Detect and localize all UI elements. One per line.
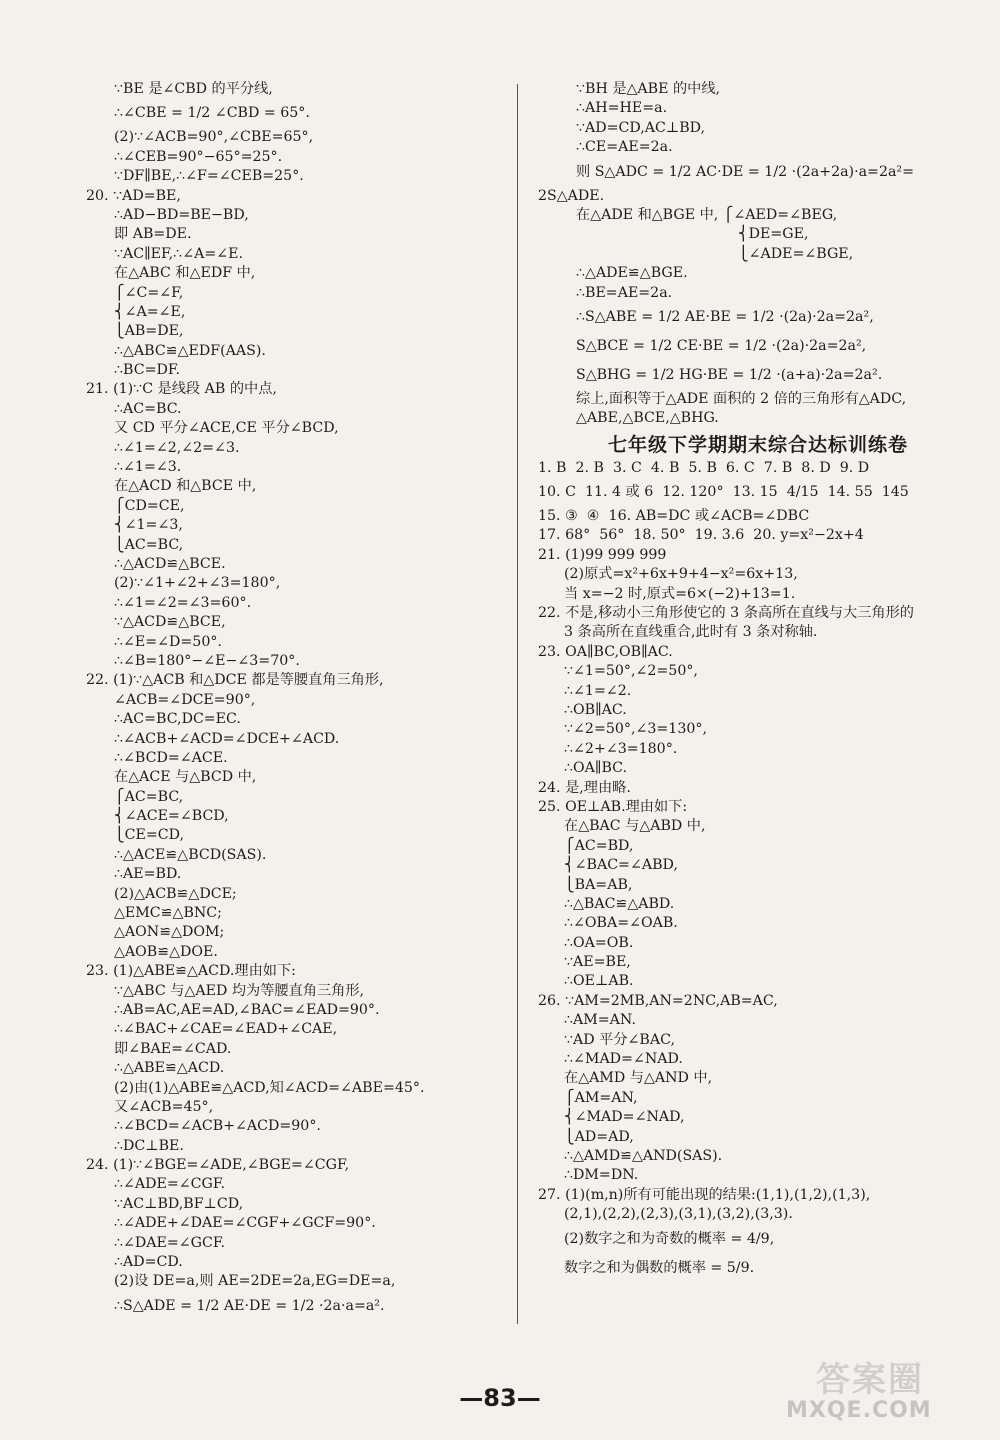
answer-line: ⎧AM=AN, (564, 1089, 638, 1106)
answer-line: 综上,面积等于△ADE 面积的 2 倍的三角形有△ADC, (576, 390, 907, 407)
watermark-logo: 答案圈 (816, 1360, 924, 1400)
answer-line: ∴∠DAE=∠GCF. (114, 1234, 225, 1251)
answer-line: ∴∠ADE+∠DAE=∠CGF+∠GCF=90°. (114, 1215, 376, 1232)
answer-line: ⎨∠A=∠E, (114, 303, 186, 320)
answer-line: 又 CD 平分∠ACE,CE 平分∠BCD, (114, 420, 339, 437)
answer-line: ∴∠1=∠3. (114, 459, 182, 476)
answer-line: ∵AC⊥BD,BF⊥CD, (114, 1195, 244, 1212)
answer-line: ⎨∠MAD=∠NAD, (564, 1109, 685, 1126)
answer-line: ∴∠1=∠2=∠3=60°. (114, 594, 252, 611)
answer-line: 20. ∵AD=BE, (86, 187, 181, 204)
answer-line: 则 S△ADC = 1/2 AC·DE = 1/2 ·(2a+2a)·a=2a²= (576, 163, 914, 180)
answer-line: ∴BC=DF. (114, 362, 180, 379)
answer-line: ∴AD−BD=BE−BD, (114, 206, 249, 223)
answer-line: ∴AE=BD. (114, 866, 182, 883)
answer-line: △AON≌△DOM; (114, 924, 225, 941)
answer-line: ∴S△ABE = 1/2 AE·BE = 1/2 ·(2a)·2a=2a², (576, 308, 874, 325)
answer-line: △ABE,△BCE,△BHG. (576, 410, 719, 427)
right-column-bottom (538, 459, 978, 1283)
answer-line: ∴∠2+∠3=180°. (564, 740, 678, 757)
answer-line: ⎧CD=CE, (114, 497, 185, 514)
answer-line: ⎩AC=BC, (114, 536, 184, 553)
answer-line: ⎨∠ACE=∠BCD, (114, 808, 229, 825)
answer-line: S△BHG = 1/2 HG·BE = 1/2 ·(a+a)·2a=2a². (576, 366, 883, 383)
answer-line: ∴AB=AC,AE=AD,∠BAC=∠EAD=90°. (114, 1001, 380, 1018)
answer-line: ∴∠BAC+∠CAE=∠EAD+∠CAE, (114, 1021, 338, 1038)
answer-line: ⎨DE=GE, (738, 226, 809, 243)
answer-line: ⎩CE=CD, (114, 827, 184, 844)
watermark-site: MXQE.COM (786, 1398, 932, 1423)
answer-line: ∴BE=AE=2a. (576, 284, 673, 301)
answer-line: 即 AB=DE. (114, 226, 192, 243)
answer-line: ⎧∠C=∠F, (114, 284, 184, 301)
section-title: 七年级下学期期末综合达标训练卷 (607, 433, 908, 456)
answer-line: ∴∠BCD=∠ACE. (114, 749, 228, 766)
page-number: —83— (459, 1384, 541, 1412)
answer-line: ∵BH 是△ABE 的中线, (576, 81, 721, 97)
site-watermark (786, 1362, 986, 1426)
answer-line: ∴∠CEB=90°−65°=25°. (114, 148, 283, 165)
answer-line: 25. OE⊥AB.理由如下: (538, 798, 688, 815)
answer-line: 26. ∵AM=2MB,AN=2NC,AB=AC, (538, 992, 778, 1009)
answer-line: 在△AMD 与△AND 中, (564, 1070, 713, 1087)
answer-line: ∴∠1=∠2,∠2=∠3. (114, 439, 240, 456)
answer-line: 21. (1)∵C 是线段 AB 的中点, (86, 381, 277, 398)
answer-line: ∵AC∥EF,∴∠A=∠E. (114, 245, 243, 262)
answer-line: ⎩BA=AB, (564, 876, 633, 893)
answer-line: 22. 不是,移动小三角形使它的 3 条高所在直线与大三角形的 (538, 605, 914, 622)
column-divider (517, 84, 518, 1324)
answer-line: ∴∠CBE = 1/2 ∠CBD = 65°. (114, 105, 310, 122)
answer-line: ∵∠1=50°,∠2=50°, (564, 663, 698, 680)
answer-line: ∴△ACD≌△BCE. (114, 555, 226, 572)
answer-line: ⎩AD=AD, (564, 1128, 634, 1145)
answer-line: ∴AH=HE=a. (576, 100, 668, 117)
answer-line: (2)设 DE=a,则 AE=2DE=2a,EG=DE=a, (114, 1273, 396, 1290)
answer-line: (2)数字之和为奇数的概率 = 4/9, (564, 1230, 775, 1247)
answer-line: 23. (1)△ABE≌△ACD.理由如下: (86, 963, 296, 980)
answer-line: (2)△ACB≌△DCE; (114, 885, 237, 902)
answer-line: ∵DF∥BE,∴∠F=∠CEB=25°. (114, 168, 304, 185)
answer-line: ∴OA=OB. (564, 934, 634, 951)
answer-line: △EMC≌△BNC; (114, 905, 222, 922)
answer-line: 15. ③ ④ 16. AB=DC 或∠ACB=∠DBC (538, 508, 810, 525)
answer-line: ∴DM=DN. (564, 1167, 639, 1184)
answer-line: 23. OA∥BC,OB∥AC. (538, 643, 673, 660)
answer-line: 24. (1)∵∠BGE=∠ADE,∠BGE=∠CGF, (86, 1157, 350, 1174)
answer-line: ⎨∠BAC=∠ABD, (564, 857, 678, 874)
answer-line: 22. (1)∵△ACB 和△DCE 都是等腰直角三角形, (86, 672, 384, 689)
answer-line: ∴△ACE≌△BCD(SAS). (114, 846, 267, 863)
right-column-top (538, 80, 978, 429)
answer-line: ∴S△ADE = 1/2 AE·DE = 1/2 ·2a·a=a². (114, 1297, 385, 1314)
answer-line: ∴AC=BC. (114, 400, 182, 417)
answer-line: 当 x=−2 时,原式=6×(−2)+13=1. (564, 585, 796, 602)
answer-line: 在△ACD 和△BCE 中, (114, 478, 257, 495)
answer-line: 10. C 11. 4 或 6 12. 120° 13. 15 4/15 14. 55 145 (538, 484, 909, 501)
answer-line: 在△ABC 和△EDF 中, (114, 265, 256, 282)
answer-line: 27. (1)(m,n)所有可能出现的结果:(1,1),(1,2),(1,3), (538, 1186, 871, 1203)
answer-line: ∴∠OBA=∠OAB. (564, 915, 678, 932)
answer-line: ∴△AMD≌△AND(SAS). (564, 1147, 723, 1164)
answer-line: ∴AC=BC,DC=EC. (114, 711, 241, 728)
answer-line: 3 条高所在直线重合,此时有 3 条对称轴. (564, 624, 818, 641)
answer-line: (2)∵∠ACB=90°,∠CBE=65°, (114, 129, 314, 146)
answer-line: (2)∵∠1+∠2+∠3=180°, (114, 575, 281, 592)
answer-line: ∠ACB=∠DCE=90°, (114, 691, 256, 708)
right-column (538, 80, 978, 1283)
answer-line: (2,1),(2,2),(2,3),(3,1),(3,2),(3,3). (564, 1206, 793, 1223)
answer-line: ∴∠ACB+∠ACD=∠DCE+∠ACD. (114, 730, 340, 747)
answer-line: 17. 68° 56° 18. 50° 19. 3.6 20. y=x²−2x+4 (538, 527, 864, 544)
answer-line: ∴OB∥AC. (564, 701, 627, 718)
answer-line: ∴∠E=∠D=50°. (114, 633, 222, 650)
answer-line: ⎩∠ADE=∠BGE, (738, 245, 854, 262)
answer-line: ∴OA∥BC. (564, 760, 628, 777)
answer-line: 即∠BAE=∠CAD. (114, 1040, 232, 1057)
answer-line: 又∠ACB=45°, (114, 1098, 214, 1115)
answer-line: ∵∠2=50°,∠3=130°, (564, 721, 707, 738)
answer-line: ∵△ACD≌△BCE, (114, 614, 226, 631)
answer-line: ⎩AB=DE, (114, 323, 184, 340)
answer-line: ∴∠1=∠2. (564, 682, 632, 699)
answer-line: 在△BAC 与△ABD 中, (564, 818, 706, 835)
answer-line: 在△ADE 和△BGE 中, ⎧∠AED=∠BEG, (576, 206, 838, 223)
answer-line: 数字之和为偶数的概率 = 5/9. (564, 1259, 755, 1276)
answer-line: ∴AD=CD. (114, 1254, 183, 1271)
answer-line: ∵AD 平分∠BAC, (564, 1031, 675, 1048)
answer-line: S△BCE = 1/2 CE·BE = 1/2 ·(2a)·2a=2a², (576, 337, 867, 354)
answer-line: △AOB≌△DOE. (114, 943, 218, 960)
answer-line: ∴△ADE≌△BGE. (576, 265, 688, 282)
answer-line: ∵AE=BE, (564, 954, 631, 971)
answer-line: ∵△ABC 与△AED 均为等腰直角三角形, (114, 982, 365, 999)
answer-line: (2)由(1)△ABE≌△ACD,知∠ACD=∠ABE=45°. (114, 1079, 425, 1096)
answer-line: ∴△ABE≌△ACD. (114, 1060, 225, 1077)
answer-line: ∴DC⊥BE. (114, 1137, 184, 1154)
answer-line: 在△ACE 与△BCD 中, (114, 769, 257, 786)
answer-line: ∴△BAC≌△ABD. (564, 895, 675, 912)
answer-line: ∵BE 是∠CBD 的平分线, (114, 81, 273, 97)
left-column (86, 80, 516, 1321)
answer-line: ∴AM=AN. (564, 1012, 636, 1029)
answer-line: ∴∠MAD=∠NAD. (564, 1051, 683, 1068)
answer-line: ⎨∠1=∠3, (114, 517, 183, 534)
answer-line: ∴CE=AE=2a. (576, 139, 673, 156)
answer-line: (2)原式=x²+6x+9+4−x²=6x+13, (564, 566, 798, 583)
answer-line: ⎧AC=BC, (114, 788, 184, 805)
answer-line: ∵AD=CD,AC⊥BD, (576, 119, 706, 136)
answer-line: 24. 是,理由略. (538, 779, 631, 796)
answer-line: 21. (1)99 999 999 (538, 546, 667, 563)
answer-line: ∴△ABC≌△EDF(AAS). (114, 342, 266, 359)
answer-line: 2S△ADE. (538, 187, 605, 204)
answer-line: ∴OE⊥AB. (564, 973, 634, 990)
answer-line: ∴∠BCD=∠ACB+∠ACD=90°. (114, 1118, 321, 1135)
answer-line: 1. B 2. B 3. C 4. B 5. B 6. C 7. B 8. D 9. D (538, 459, 870, 476)
answer-line: ∴∠B=180°−∠E−∠3=70°. (114, 652, 300, 669)
answer-line: ⎧AC=BD, (564, 837, 634, 854)
answer-line: ∴∠ADE=∠CGF. (114, 1176, 225, 1193)
